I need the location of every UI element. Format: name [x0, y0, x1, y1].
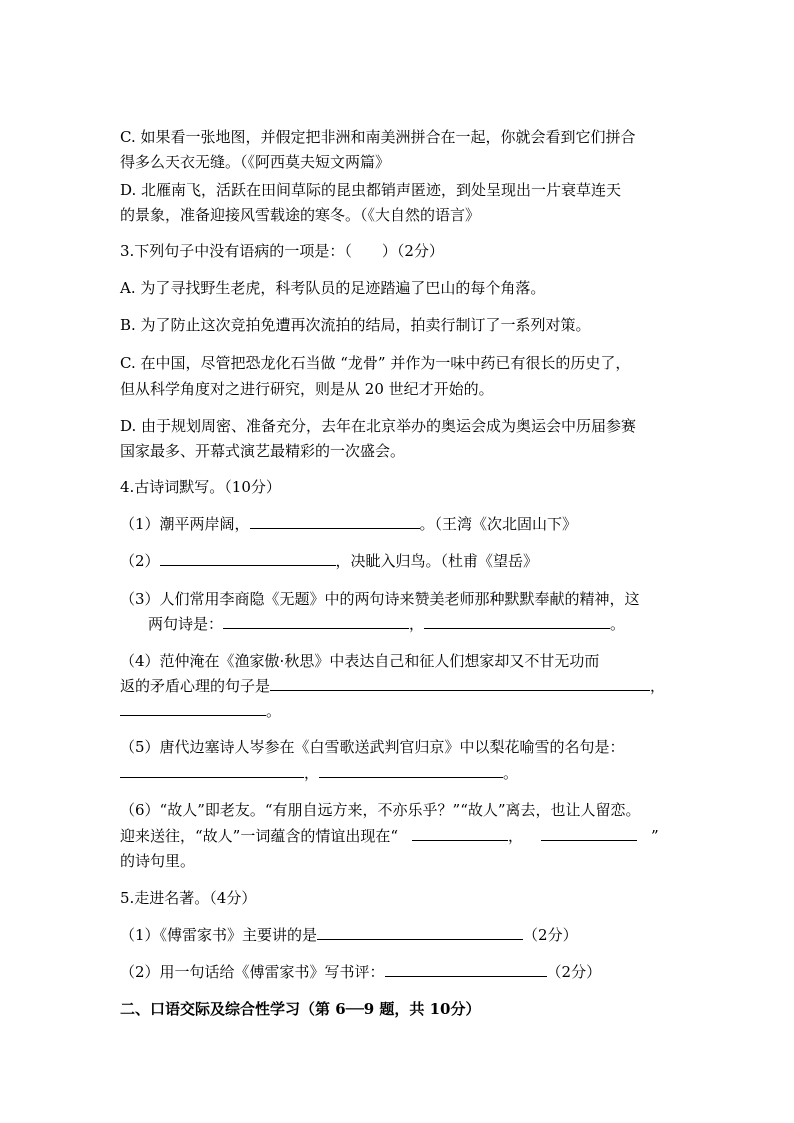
answer-blank[interactable] [385, 962, 547, 977]
question-5-title: 5.走进名著。（4分） [120, 889, 257, 907]
answer-blank[interactable] [317, 925, 523, 940]
answer-blank[interactable] [541, 826, 637, 841]
q3-option-b: B. 为了防止这次竞拍免遭再次流拍的结局，拍卖行制订了一系列对策。 [120, 316, 591, 334]
option-d-line1: D. 北雁南飞，活跃在田间草际的昆虫都销声匿迹，到处呈现出一片衰草连天 [120, 181, 622, 199]
section-2-heading: 二、口语交际及综合性学习（第 6──9 题，共 10分） [120, 1000, 481, 1018]
q4-item-6-line3: 的诗句里。 [120, 852, 196, 870]
q4-item-6-line2: 迎来送往，“故人”一词蕴含的情谊出现在“ ， ” [120, 827, 659, 845]
q3-option-a: A. 为了寻找野生老虎，科考队员的足迹踏遍了巴山的每个角落。 [120, 279, 546, 297]
answer-blank[interactable] [250, 514, 420, 529]
q5-item-1: （1）《傅雷家书》主要讲的是 （2分） [120, 926, 578, 944]
option-d-line2: 的景象，准备迎接风雪载途的寒冬。（《大自然的语言》 [120, 206, 481, 224]
answer-blank[interactable] [319, 763, 503, 778]
q5-item-2: （2）用一句话给《傅雷家书》写书评： （2分） [120, 963, 602, 981]
q4-item-4-line2: 返的矛盾心理的句子是 ， [120, 677, 666, 695]
q4-item-5-line2: ， 。 [120, 763, 518, 783]
answer-blank[interactable] [160, 551, 336, 566]
q4-item-6-line1: （6）“故人”即老友。“有朋自远方来，不亦乐乎？”“故人”离去，也让人留恋。 [120, 801, 641, 819]
option-c-line1: C. 如果看一张地图，并假定把非洲和南美洲拼合在一起，你就会看到它们拼合 [120, 128, 636, 146]
answer-blank[interactable] [424, 614, 610, 629]
q4-item-4-line3: 。 [120, 701, 281, 721]
q3-option-c-line1: C. 在中国，尽管把恐龙化石当做 “龙骨” 并作为一味中药已有很长的历史了， [120, 354, 631, 372]
q4-item-1: （1）潮平两岸阔， 。（王湾《次北固山下》 [120, 515, 578, 533]
question-3-title: 3.下列句子中没有语病的一项是：（ ）（2分） [120, 242, 444, 260]
q4-item-4-line1: （4）范仲淹在《渔家傲·秋思》中表达自己和征人们想家却又不甘无功而 [120, 652, 600, 670]
q3-option-d-line2: 国家最多、开幕式演艺最精彩的一次盛会。 [120, 442, 406, 460]
q4-item-3-line1: （3）人们常用李商隐《无题》中的两句诗来赞美老师那种默默奉献的精神，这 [120, 590, 640, 608]
q3-option-d-line1: D. 由于规划周密、准备充分，去年在北京举办的奥运会成为奥运会中历届参赛 [120, 417, 637, 435]
answer-blank[interactable] [120, 701, 266, 716]
question-4-title: 4.古诗词默写。（10分） [120, 478, 281, 496]
q3-option-c-line2: 但从科学角度对之进行研究，则是从 20 世纪才开始的。 [120, 380, 494, 398]
option-c-line2: 得多么天衣无缝。（《阿西莫夫短文两篇》 [120, 153, 391, 171]
answer-blank[interactable] [412, 826, 508, 841]
answer-blank[interactable] [223, 614, 409, 629]
answer-blank[interactable] [270, 676, 650, 691]
answer-blank[interactable] [120, 763, 304, 778]
q4-item-5-line1: （5）唐代边塞诗人岑参在《白雪歌送武判官归京》中以梨花喻雪的名句是： [120, 738, 625, 756]
q4-item-3-line2: 两句诗是： ， 。 [148, 615, 626, 633]
q4-item-2: （2） ，决眦入归鸟。（杜甫《望岳》 [120, 552, 539, 570]
